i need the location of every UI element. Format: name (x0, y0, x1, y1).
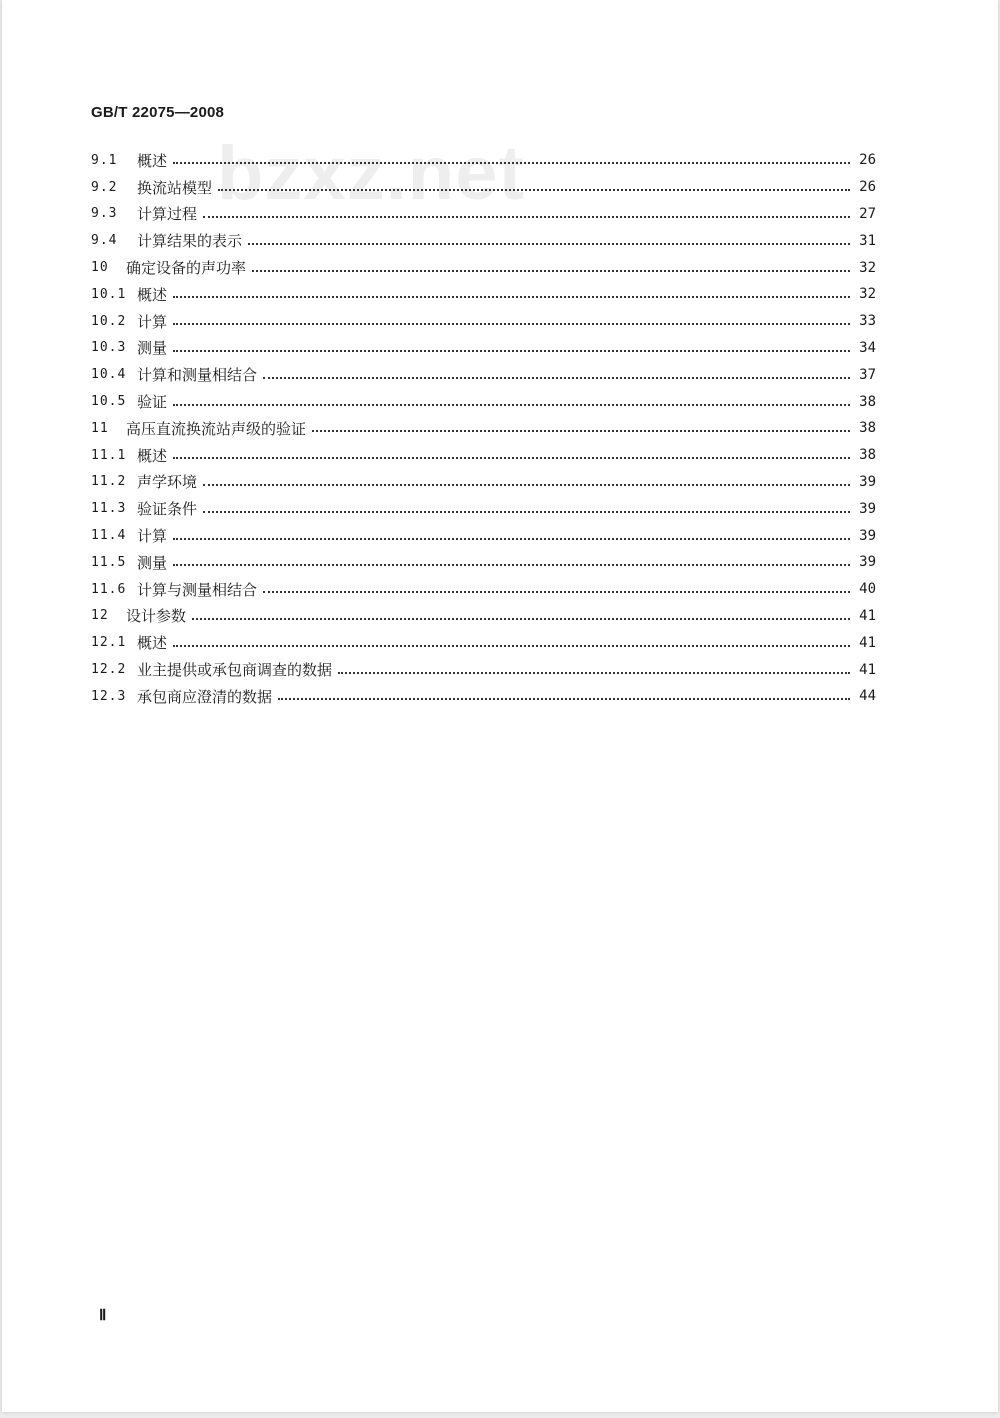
toc-entry-page: 39 (859, 473, 876, 490)
toc-entry-page: 39 (859, 554, 876, 571)
toc-entry-number: 12.3 (91, 688, 127, 704)
toc-entry-title: 验证 (137, 393, 168, 412)
toc-entry-title: 概述 (137, 151, 168, 170)
toc-dot-leader (263, 591, 850, 593)
toc-dot-leader (252, 270, 850, 272)
toc-entry-number: 10.2 (91, 313, 127, 329)
toc-dot-leader (312, 430, 850, 432)
toc-entry-number: 10.4 (91, 367, 127, 383)
toc-entry-title: 计算 (137, 527, 168, 546)
toc-entry-number: 9.4 (91, 233, 118, 249)
toc-entry-page: 34 (859, 339, 876, 356)
toc-entry-number: 9.2 (91, 179, 118, 195)
toc-entry-number: 11.6 (91, 581, 127, 597)
toc-entry[interactable] (91, 549, 876, 576)
toc-entry-number: 10 (91, 260, 109, 276)
toc-entry[interactable] (91, 281, 876, 308)
toc-entry[interactable] (91, 629, 876, 656)
toc-entry-title: 声学环境 (137, 473, 198, 492)
toc-dot-leader (173, 404, 850, 406)
toc-dot-leader (173, 538, 850, 540)
toc-entry-page: 38 (859, 420, 876, 437)
toc-entry[interactable] (91, 495, 876, 522)
toc-entry-page: 32 (859, 286, 876, 303)
toc-entry[interactable] (91, 576, 876, 603)
toc-entry-title: 高压直流换流站声级的验证 (126, 419, 307, 438)
toc-entry-number: 9.3 (91, 206, 118, 222)
toc-entry-title: 概述 (137, 285, 168, 304)
toc-entry-page: 38 (859, 393, 876, 410)
toc-entry-title: 计算与测量相结合 (137, 580, 258, 599)
toc-entry-title: 测量 (137, 339, 168, 358)
toc-entry-title: 设计参数 (126, 607, 187, 626)
toc-entry-number: 11.5 (91, 554, 127, 570)
toc-entry-number: 9.1 (91, 152, 118, 168)
toc-entry[interactable] (91, 469, 876, 496)
toc-entry[interactable] (91, 388, 876, 415)
toc-entry-title: 概述 (137, 446, 168, 465)
toc-entry-page: 41 (859, 607, 876, 624)
toc-dot-leader (203, 511, 850, 513)
toc-entry[interactable] (91, 415, 876, 442)
toc-entry[interactable] (91, 335, 876, 362)
toc-dot-leader (173, 564, 850, 566)
toc-entry-page: 26 (859, 179, 876, 196)
page-number: Ⅱ (99, 1308, 107, 1324)
toc-dot-leader (248, 243, 850, 245)
toc-entry-number: 12.1 (91, 635, 127, 651)
standard-header: GB/T 22075—2008 (91, 104, 225, 121)
toc-dot-leader (173, 645, 850, 647)
toc-dot-leader (338, 672, 850, 674)
document-page (2, 0, 998, 1412)
toc-entry[interactable] (91, 656, 876, 683)
toc-entry-title: 确定设备的声功率 (126, 259, 247, 278)
toc-entry-page: 44 (859, 688, 876, 705)
toc-dot-leader (173, 323, 850, 325)
toc-entry[interactable] (91, 227, 876, 254)
toc-dot-leader (192, 618, 850, 620)
toc-entry[interactable] (91, 147, 876, 174)
watermark: bzxz.net (217, 131, 525, 216)
toc-entry-page: 27 (859, 205, 876, 222)
toc-entry-title: 计算结果的表示 (137, 232, 243, 251)
toc-entry-number: 10.5 (91, 394, 127, 410)
toc-entry-number: 11.4 (91, 528, 127, 544)
toc-dot-leader (203, 484, 850, 486)
toc-entry-number: 11.2 (91, 474, 127, 490)
toc-entry-page: 32 (859, 259, 876, 276)
toc-entry-title: 计算过程 (137, 205, 198, 224)
toc-entry[interactable] (91, 254, 876, 281)
table-of-contents (91, 147, 876, 710)
toc-entry-page: 31 (859, 232, 876, 249)
toc-entry[interactable] (91, 308, 876, 335)
toc-entry-number: 11.3 (91, 501, 127, 517)
toc-entry-title: 验证条件 (137, 500, 198, 519)
toc-entry-title: 承包商应澄清的数据 (137, 687, 273, 706)
toc-entry[interactable] (91, 361, 876, 388)
toc-entry-number: 10.1 (91, 286, 127, 302)
toc-entry-page: 26 (859, 152, 876, 169)
toc-entry-page: 41 (859, 634, 876, 651)
toc-entry-page: 41 (859, 661, 876, 678)
toc-entry-page: 39 (859, 500, 876, 517)
toc-entry-title: 测量 (137, 553, 168, 572)
toc-entry-page: 37 (859, 366, 876, 383)
toc-entry[interactable] (91, 201, 876, 228)
toc-entry[interactable] (91, 522, 876, 549)
toc-entry[interactable] (91, 603, 876, 630)
toc-dot-leader (278, 698, 850, 700)
toc-entry-title: 概述 (137, 634, 168, 653)
toc-entry-page: 39 (859, 527, 876, 544)
toc-entry[interactable] (91, 174, 876, 201)
toc-entry-page: 38 (859, 447, 876, 464)
toc-entry-title: 换流站模型 (137, 178, 213, 197)
toc-entry-number: 10.3 (91, 340, 127, 356)
toc-entry-title: 业主提供或承包商调查的数据 (137, 661, 333, 680)
toc-entry[interactable] (91, 442, 876, 469)
toc-dot-leader (173, 296, 850, 298)
toc-dot-leader (173, 350, 850, 352)
toc-entry-title: 计算和测量相结合 (137, 366, 258, 385)
toc-dot-leader (173, 457, 850, 459)
toc-entry-page: 33 (859, 313, 876, 330)
toc-entry-number: 12 (91, 608, 109, 624)
toc-entry-title: 计算 (137, 312, 168, 331)
toc-entry-number: 11.1 (91, 447, 127, 463)
toc-entry[interactable] (91, 683, 876, 710)
toc-dot-leader (263, 377, 850, 379)
toc-dot-leader (203, 216, 850, 218)
toc-entry-number: 11 (91, 420, 109, 436)
toc-dot-leader (218, 189, 850, 191)
toc-dot-leader (173, 162, 850, 164)
toc-entry-page: 40 (859, 581, 876, 598)
toc-entry-number: 12.2 (91, 662, 127, 678)
